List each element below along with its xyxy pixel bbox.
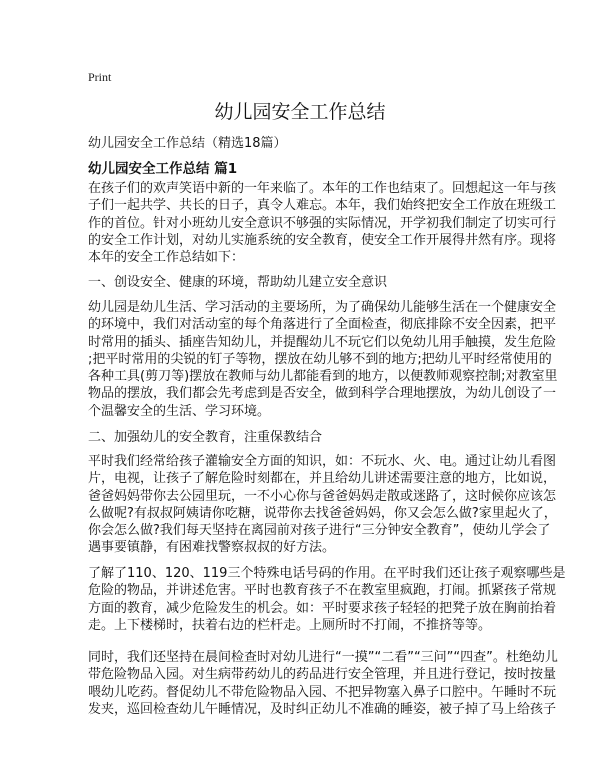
text-line: 喂幼儿吃药。督促幼儿不带危险物品入园、不把异物塞入鼻子口腔中。午睡时不玩: [88, 684, 557, 700]
paragraph-morning-check: [88, 649, 558, 718]
section-title-2: [88, 429, 528, 446]
text-line: 发夹，巡回检查幼儿午睡情况，及时纠正幼儿不准确的睡姿，被子掉了马上给孩子: [88, 701, 557, 717]
text-line: 片，电视，让孩子了解危险时刻都在，并且给幼儿讲述需要注意的地方，比如说，: [88, 471, 557, 487]
section-title-text: 二、加强幼儿的安全教育，注重保教结合: [88, 430, 323, 445]
document-subtitle: 幼儿园安全工作总结（精选18篇）: [88, 136, 287, 151]
text-line: 方面的教育，减少危险发生的机会。如：平时要求孩子轻轻的把凳子放在胸前抬着: [88, 600, 557, 616]
paragraph-intro: [88, 180, 557, 266]
print-link[interactable]: Print: [88, 70, 112, 84]
text-line: 了解了110、120、119三个特殊电话号码的作用。在平时我们还让孩子观察哪些是: [88, 566, 566, 581]
text-line: 遇事要镇静，有困难找警察叔叔的好方法。: [88, 540, 336, 556]
text-line: 时常用的插头、插座告知幼儿，并提醒幼儿不玩它们以免幼儿用手触摸，发生危险: [88, 334, 557, 350]
text-line: 本年的安全工作总结如下：: [88, 250, 245, 266]
text-line: ;把平时常用的尖锐的钉子等物，摆放在幼儿够不到的地方;把幼儿平时经常使用的: [88, 351, 552, 367]
text-line: 走。上下楼梯时，扶着右边的栏杆走。上厕所时不打闹，不推挤等等。: [88, 617, 492, 633]
text-line: 各种工具(剪刀等)摆放在教师与幼儿都能看到的地方，以便教师观察控制;对教室里: [88, 369, 558, 385]
section-title-text: 一、创设安全、健康的环境，帮助幼儿建立安全意识: [88, 275, 388, 290]
section-heading: 幼儿园安全工作总结 篇1: [88, 161, 238, 177]
text-line: 同时，我们还坚持在晨间检查时对幼儿进行“一摸”“二看”“三问”“四查”。杜绝幼儿: [88, 650, 558, 665]
text-line: 的安全工作计划，对幼儿实施系统的安全教育，使安全工作开展得井然有序。现将: [88, 232, 557, 248]
paragraph-phone-numbers: [88, 565, 566, 634]
text-line: 幼儿园是幼儿生活、学习活动的主要场所，为了确保幼儿能够生活在一个健康安全: [88, 300, 557, 315]
text-line: 么做呢?有叔叔阿姨请你吃糖，说带你去找爸爸妈妈，你又会怎么做?家里起火了，: [88, 505, 557, 521]
text-line: 你会怎么做?我们每天坚持在离园前对孩子进行“三分钟安全教育”，使幼儿学会了: [88, 523, 551, 539]
text-line: 平时我们经常给孩子灌输安全方面的知识，如：不玩水、火、电。通过让幼儿看图: [88, 454, 557, 469]
text-line: 带危险物品入园。对生病带药幼儿的药品进行安全管理，并且进行登记，按时按量: [88, 667, 557, 683]
text-line: 作的首位。针对小班幼儿安全意识不够强的实际情况，开学初我们制定了切实可行: [88, 215, 557, 231]
paragraph-environment: [88, 299, 558, 420]
section-title-1: [88, 274, 528, 291]
document-title: 幼儿园安全工作总结: [214, 101, 386, 123]
text-line: 物品的摆放，我们都会先考虑到是否安全，做到科学合理地摆放，为幼儿创设了一: [88, 386, 557, 402]
text-line: 在孩子们的欢声笑语中新的一年来临了。本年的工作也结束了。回想起这一年与孩: [88, 181, 557, 196]
text-line: 爸爸妈妈带你去公园里玩，一不小心你与爸爸妈妈走散或迷路了，这时候你应该怎: [88, 488, 557, 504]
paragraph-education: [88, 453, 557, 557]
text-line: 危险的物品，并讲述危害。平时也教育孩子不在教室里疯跑，打闹。抓紧孩子常规: [88, 583, 557, 599]
text-line: 个温馨安全的生活、学习环境。: [88, 403, 271, 419]
text-line: 子们一起共学、共长的日子，真令人难忘。本年，我们始终把安全工作放在班级工: [88, 198, 557, 214]
text-line: 的环境中，我们对活动室的每个角落进行了全面检查，彻底排除不安全因素，把平: [88, 317, 557, 333]
